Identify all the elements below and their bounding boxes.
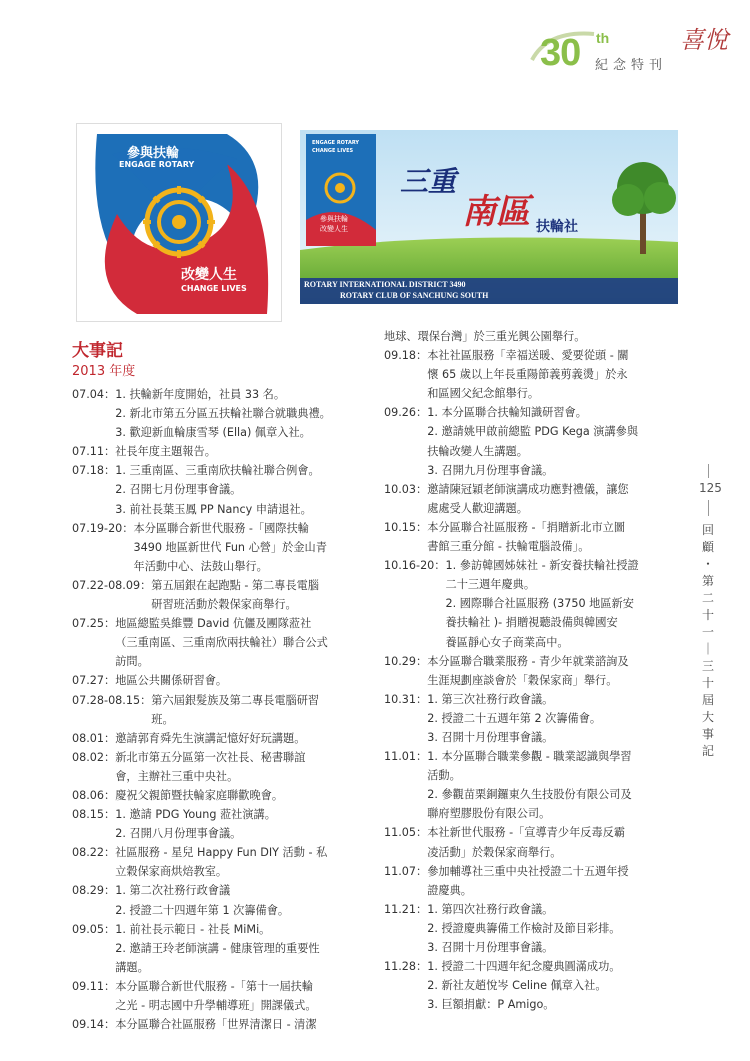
event-entry xyxy=(72,385,370,442)
event-line: 2. 國際聯合社區服務 (3750 地區新安 xyxy=(445,597,634,611)
event-entry xyxy=(72,748,370,786)
event-date: 08.22： xyxy=(72,846,116,860)
event-entry xyxy=(384,747,684,823)
event-line: 2. 參觀苗栗銅鑼東久生技股份有限公司及 xyxy=(427,788,632,802)
side-caption-char: ・ xyxy=(701,557,714,571)
event-entry xyxy=(72,729,370,748)
event-date: 08.02： xyxy=(72,750,116,764)
event-line: 會，主辦社三重中央社。 xyxy=(115,769,239,783)
event-line: 2. 邀請姚甲啟前總監 PDG Kega 演講參與 xyxy=(427,425,639,439)
event-line: 1. 授證二十四週年紀念慶典圓滿成功。 xyxy=(427,960,621,974)
event-line: 凌活動」於穀保家商舉行。 xyxy=(427,845,562,859)
logo-top-en: ENGAGE ROTARY xyxy=(119,160,195,169)
event-entry xyxy=(72,881,370,919)
calligraphy-mark: 喜悅 xyxy=(680,26,728,54)
event-line: 活動。 xyxy=(427,769,461,783)
event-entry xyxy=(72,691,370,729)
event-line: 新北市第五分區第一次社長、秘書聯誼 xyxy=(115,750,306,764)
event-line: 2. 邀請王玲老師演講 - 健康管理的重要性 xyxy=(115,941,320,955)
event-date: 07.18： xyxy=(72,464,116,478)
event-line: 2. 授證慶典籌備工作檢討及節目彩排。 xyxy=(427,921,621,935)
event-date: 07.19-20： xyxy=(72,521,134,535)
event-line: 邀請陳冠穎老師演講成功應對禮儀，讓您 xyxy=(427,482,629,496)
event-date: 10.03： xyxy=(384,482,428,496)
event-entry xyxy=(72,920,370,977)
event-description xyxy=(427,518,684,556)
event-description xyxy=(427,690,684,747)
event-line: 3. 召開十月份理事會議。 xyxy=(427,730,554,744)
event-line: 1. 本分區聯合扶輪知識研習會。 xyxy=(427,406,587,420)
event-entry xyxy=(384,957,684,1014)
banner-footer1: ROTARY INTERNATIONAL DISTRICT 3490 xyxy=(304,280,466,289)
event-date: 11.28： xyxy=(384,960,428,974)
banner-footer2: ROTARY CLUB OF SANCHUNG SOUTH xyxy=(340,291,489,300)
side-divider-bottom xyxy=(708,500,709,516)
side-caption-char: 二 xyxy=(701,591,714,605)
event-line: 參加輔導社三重中央社授證二十五週年授 xyxy=(427,864,629,878)
event-date: 09.05： xyxy=(72,922,116,936)
side-caption-char: 大 xyxy=(701,710,714,724)
event-entry xyxy=(72,461,370,518)
event-line: 訪問。 xyxy=(115,655,149,669)
event-date: 08.29： xyxy=(72,884,116,898)
event-line: 書館三重分館 - 扶輪電腦設備」。 xyxy=(427,540,590,554)
event-description xyxy=(115,977,370,1015)
badge-top-en: ENGAGE ROTARY xyxy=(312,140,360,146)
event-description xyxy=(115,729,370,748)
publication-title: 紀念特刊 xyxy=(595,58,668,73)
event-line: 3. 歡迎新血輪康雪琴 (Ella) 佩章入社。 xyxy=(115,426,311,440)
badge-top-en2: CHANGE LIVES xyxy=(312,148,354,154)
event-description xyxy=(446,556,685,651)
event-line: 1. 三重南區、三重南欣扶輪社聯合例會。 xyxy=(115,464,320,478)
event-line: 社區服務 - 星兒 Happy Fun DIY 活動 - 私 xyxy=(115,846,328,860)
event-line: 班。 xyxy=(151,712,174,726)
event-description xyxy=(427,652,684,690)
event-date: 07.22-08.09： xyxy=(72,578,152,592)
event-entry xyxy=(384,652,684,690)
logo-top-cn: 參與扶輪 xyxy=(127,146,180,161)
event-line: 地球、環保台灣」於三重光興公園舉行。 xyxy=(384,330,586,343)
side-caption-char: ｜ xyxy=(701,642,714,656)
event-description xyxy=(427,747,684,823)
event-date: 11.05： xyxy=(384,826,428,840)
event-line: 本分區聯合新世代服務 -「國際扶輪 xyxy=(133,521,309,535)
event-date: 11.21： xyxy=(384,902,428,916)
section-year: 2013 年度 xyxy=(72,364,136,379)
side-caption-char: 記 xyxy=(701,744,714,758)
event-line: 講題。 xyxy=(115,960,149,974)
event-line: 聯府塑膠股份有限公司。 xyxy=(427,807,551,821)
event-description xyxy=(115,461,370,518)
event-entry xyxy=(72,843,370,881)
event-line: 生涯規劃座談會於「穀保家商」舉行。 xyxy=(427,673,618,687)
event-entry xyxy=(384,862,684,900)
banner-club: 扶輪社 xyxy=(536,219,578,235)
event-line: 地區公共關係研習會。 xyxy=(115,674,228,688)
event-description xyxy=(115,1015,370,1034)
event-line: 第六屆銀髮族及第二專長電腦研習 xyxy=(151,693,320,707)
event-line: 二十三週年慶典。 xyxy=(445,578,536,592)
event-description xyxy=(427,480,684,518)
event-entry xyxy=(72,614,370,671)
event-line: 1. 前社長示範日 - 社長 MiMi。 xyxy=(115,922,271,936)
side-caption-char: 十 xyxy=(701,676,714,690)
event-date: 11.07： xyxy=(384,864,428,878)
event-date: 09.18： xyxy=(384,349,428,363)
event-entry xyxy=(72,786,370,805)
event-line: 邀請郭育舜先生演講記憶好好玩講題。 xyxy=(115,731,306,745)
event-date: 07.11： xyxy=(72,445,116,459)
event-line: 本社新世代服務 -「宣導青少年反毒反霸 xyxy=(427,826,626,840)
event-line: 1. 第三次社務行政會議。 xyxy=(427,692,554,706)
event-description xyxy=(384,327,684,346)
event-entry xyxy=(384,327,684,346)
event-description xyxy=(115,881,370,919)
event-line: 1. 本分區聯合職業參觀 - 職業認識與學習 xyxy=(427,750,632,764)
logo-bottom-cn: 改變人生 xyxy=(181,267,237,283)
event-date: 09.11： xyxy=(72,979,116,993)
event-line: 本分區聯合新世代服務 -「第十一屆扶輪 xyxy=(115,979,314,993)
event-entry xyxy=(384,690,684,747)
event-line: 之光 - 明志國中升學輔導班」開課儀式。 xyxy=(115,999,317,1012)
section-title: 大事記 xyxy=(72,341,123,361)
event-line: 2. 新北市第五分區五扶輪社聯合就職典禮。 xyxy=(115,407,331,421)
event-date: 07.25： xyxy=(72,617,116,631)
event-line: 養區靜心女子商業高中。 xyxy=(445,635,569,649)
event-description xyxy=(115,843,370,881)
event-entry xyxy=(384,346,684,403)
side-vertical-caption xyxy=(700,522,716,760)
banner-title-line1: 三重 xyxy=(400,165,457,198)
event-line: 年活動中心、法鼓山舉行。 xyxy=(133,559,268,573)
side-caption-char: 屆 xyxy=(701,693,714,707)
event-entry xyxy=(72,442,370,461)
side-caption-char: 事 xyxy=(701,727,714,741)
right-event-column xyxy=(384,327,684,1014)
event-line: 處處受人歡迎講題。 xyxy=(427,501,528,515)
event-date: 09.26： xyxy=(384,406,428,420)
event-date: 10.31： xyxy=(384,692,428,706)
event-date: 07.04： xyxy=(72,388,116,401)
event-line: 本分區聯合職業服務 - 青少年就業諮詢及 xyxy=(427,654,629,668)
event-date: 11.01： xyxy=(384,750,428,764)
event-entry xyxy=(384,900,684,957)
event-entry xyxy=(384,823,684,861)
event-description xyxy=(134,519,371,576)
anniversary-number: 30 xyxy=(540,32,581,74)
event-entry xyxy=(72,805,370,843)
event-date: 08.15： xyxy=(72,808,116,822)
event-line: 立穀保家商烘焙教室。 xyxy=(115,865,228,879)
event-line: 1. 扶輪新年度開始，社員 33 名。 xyxy=(115,388,286,401)
event-description xyxy=(427,823,684,861)
event-entry xyxy=(72,519,370,576)
event-line: 養扶輪社 )- 捐贈視聽設備與韓國安 xyxy=(445,616,618,630)
side-caption-char: 十 xyxy=(701,608,714,622)
event-line: 1. 第二次社務行政會議 xyxy=(115,884,231,898)
event-date: 08.06： xyxy=(72,788,116,802)
event-line: 本分區聯合社區服務 -「捐贈新北市立圖 xyxy=(427,520,626,534)
event-entry xyxy=(384,403,684,479)
anniversary-suffix: th xyxy=(596,30,610,46)
event-line: 和區國父紀念館舉行。 xyxy=(427,387,540,401)
event-date: 08.01： xyxy=(72,731,116,745)
event-date: 10.15： xyxy=(384,520,428,534)
event-date: 10.29： xyxy=(384,654,428,668)
event-line: 1. 第四次社務行政會議。 xyxy=(427,902,554,916)
banner-title-line2: 南區 xyxy=(462,192,530,232)
event-entry xyxy=(72,977,370,1015)
event-entry xyxy=(384,480,684,518)
event-line: 社長年度主題報告。 xyxy=(115,445,216,459)
event-description xyxy=(151,576,370,614)
event-line: 3. 前社長葉玉鳳 PP Nancy 申請退社。 xyxy=(115,502,312,516)
event-line: 研習班活動於穀保家商舉行。 xyxy=(151,598,297,612)
event-date: 09.14： xyxy=(72,1018,116,1032)
event-description xyxy=(427,957,684,1014)
event-description xyxy=(115,442,370,461)
event-description xyxy=(427,346,684,403)
event-description xyxy=(427,900,684,957)
event-line: 本社社區服務「幸福送暖、愛要從頭 - 關 xyxy=(427,349,629,363)
event-entry xyxy=(72,671,370,690)
event-description xyxy=(115,920,370,977)
event-line: 2. 召開八月份理事會議。 xyxy=(115,827,242,841)
event-line: 3490 地區新世代 Fun 心營」於金山青 xyxy=(133,540,327,554)
event-description xyxy=(115,671,370,690)
event-entry xyxy=(72,1015,370,1034)
event-line: 2. 授證二十四週年第 1 次籌備會。 xyxy=(115,903,290,917)
event-date: 07.28-08.15： xyxy=(72,693,152,707)
event-line: 第五屆銀在起跑點 - 第二專長電腦 xyxy=(151,578,320,592)
side-caption-char: 三 xyxy=(701,659,714,673)
logo-bottom-en: CHANGE LIVES xyxy=(181,284,247,293)
event-line: 2. 新社友趙悅岑 Celine 佩章入社。 xyxy=(427,979,607,993)
side-divider-top xyxy=(708,464,709,478)
event-line: 扶輪改變人生講題。 xyxy=(427,444,528,458)
event-description xyxy=(427,862,684,900)
event-line: 3. 召開九月份理事會議。 xyxy=(427,463,554,477)
event-description xyxy=(115,385,370,442)
left-event-column xyxy=(72,385,370,1034)
event-line: 3. 召開十月份理事會議。 xyxy=(427,941,554,954)
event-line: 本分區聯合社區服務「世界清潔日 - 清潔 xyxy=(115,1018,317,1032)
event-entry xyxy=(384,518,684,556)
page-header xyxy=(528,14,738,76)
page-number: 125 xyxy=(699,481,722,495)
badge-cn2: 改變人生 xyxy=(320,225,348,233)
event-description xyxy=(115,614,370,671)
event-line: 2. 授證二十五週年第 2 次籌備會。 xyxy=(427,711,602,725)
badge-cn1: 參與扶輪 xyxy=(320,215,348,223)
side-caption-char: 一 xyxy=(701,625,714,639)
event-date: 10.16-20： xyxy=(384,559,446,573)
event-description xyxy=(115,748,370,786)
event-line: 1. 參訪韓國姊妹社 - 新安養扶輪社授證 xyxy=(445,559,639,573)
event-line: 懷 65 歲以上年長重陽節義剪義燙」於永 xyxy=(427,368,628,382)
event-line: 2. 召開七月份理事會議。 xyxy=(115,483,242,497)
event-line: 慶祝父親節暨扶輪家庭聯歡晚會。 xyxy=(115,788,284,802)
event-entry xyxy=(72,576,370,614)
event-line: 1. 邀請 PDG Young 蒞社演講。 xyxy=(115,808,276,822)
event-line: 地區總監吳維豐 David 伉儷及團隊蒞社 xyxy=(115,617,312,631)
event-description xyxy=(115,805,370,843)
event-description xyxy=(427,403,684,479)
event-entry xyxy=(384,556,684,651)
event-date: 07.27： xyxy=(72,674,116,688)
side-caption-char: 回 xyxy=(701,523,714,537)
event-line: 證慶典。 xyxy=(427,883,472,897)
event-line: 3. 巨額捐獻：P Amigo。 xyxy=(427,998,555,1012)
side-caption-char: 顧 xyxy=(701,540,714,554)
engage-rotary-logo xyxy=(76,123,282,322)
event-description xyxy=(151,691,370,729)
side-caption-char: 第 xyxy=(701,574,714,588)
club-banner xyxy=(300,130,678,304)
event-line: （三重南區、三重南欣兩扶輪社）聯合公式 xyxy=(115,636,328,650)
event-description xyxy=(115,786,370,805)
